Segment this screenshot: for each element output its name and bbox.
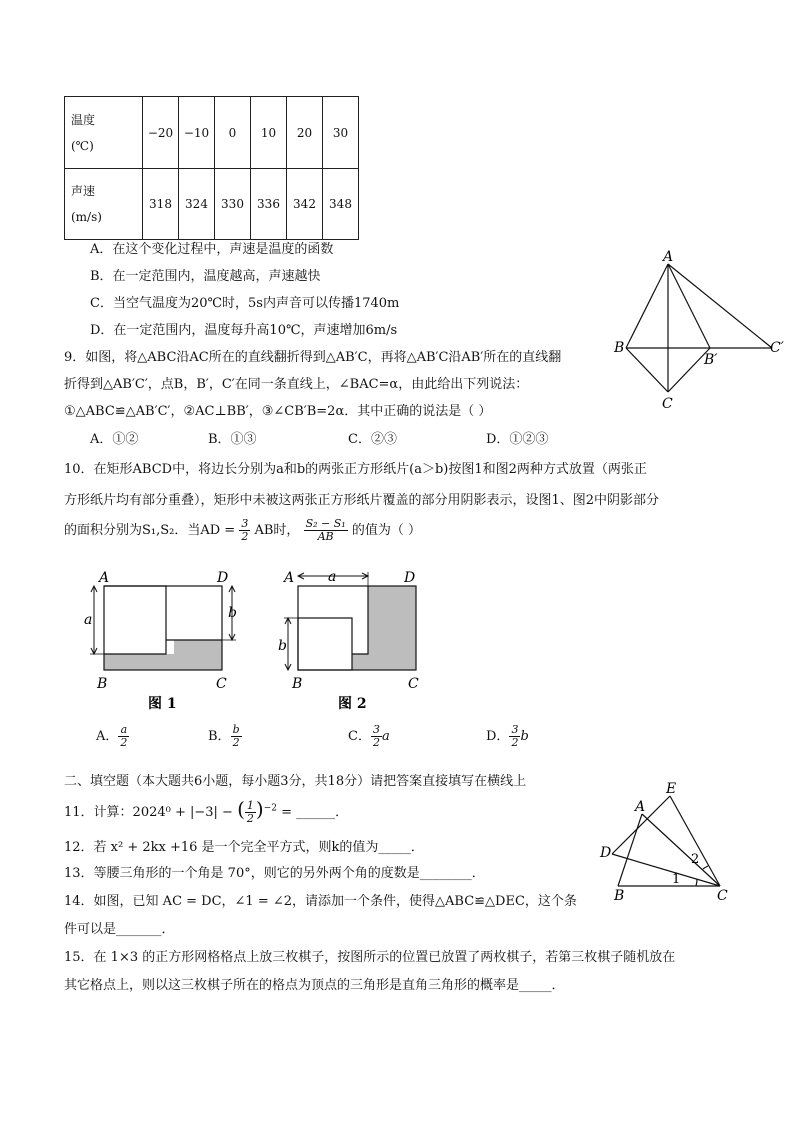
table-cell: −10 — [179, 97, 215, 169]
fraction: $\frac{3}{2}$ — [241, 517, 249, 543]
label-side-b: b — [228, 605, 237, 621]
table-cell: 318 — [143, 169, 179, 240]
q8-option-b: B．在一定范围内，温度越高，声速越快 — [90, 269, 321, 284]
temperature-speed-table — [64, 96, 359, 240]
label-b: B — [614, 340, 625, 356]
angle-2-label: 2 — [691, 852, 700, 867]
label-c: C — [408, 676, 419, 692]
q9-option-a: A．①② — [90, 432, 139, 447]
label-side-b: b — [278, 638, 287, 654]
label-d: D — [217, 570, 229, 586]
label-b: B — [292, 676, 303, 692]
q10-stem-line1: 10．在矩形ABCD中，将边长分别为a和b的两张正方形纸片(a＞b)按图1和图2两种方式放置（两张正 — [64, 462, 647, 477]
q9-figure — [610, 250, 790, 415]
q9-option-c: C．②③ — [348, 432, 397, 447]
table-cell: 336 — [251, 169, 287, 240]
table-cell: 20 — [287, 97, 323, 169]
table-header-speed: 声速 (m/s) — [65, 169, 143, 240]
table-cell: 348 — [323, 169, 359, 240]
q9-option-d: D．①②③ — [486, 432, 549, 447]
q13-stem: 13．等腰三角形的一个角是 70°，则它的另外两个角的度数是________． — [64, 866, 485, 881]
label-d: D — [600, 845, 612, 861]
label-a: A — [99, 570, 110, 586]
table-row — [65, 169, 359, 240]
q8-option-c: C．当空气温度为20℃时，5s内声音可以传播1740m — [90, 296, 400, 311]
q10-figure-1 — [82, 566, 242, 712]
section-2-heading: 二、填空题（本大题共6小题，每小题3分，共18分）请把答案直接填写在横线上 — [64, 774, 527, 789]
label-e: E — [666, 781, 677, 797]
label-b: B — [97, 676, 108, 692]
label-b: B — [614, 888, 625, 904]
label-side-a: a — [84, 612, 93, 628]
q9-stem-line3: ①△ABC≌△AB′C′，②AC⊥BB′，③∠CB′B=2α．其中正确的说法是（ ） — [64, 404, 492, 419]
table-cell: 30 — [323, 97, 359, 169]
table-row — [65, 97, 359, 169]
q10-stem-line2: 方形纸片均有部分重叠），矩形中未被这两张正方形纸片覆盖的部分用阴影表示，设图1、图2中阴影部分 — [64, 493, 660, 508]
q14-stem-line2: 件可以是_______． — [64, 922, 175, 937]
q10-option-c: C． $\frac{3}{2}$ a — [348, 723, 390, 749]
angle-1-label: 1 — [672, 872, 681, 887]
label-d: D — [404, 570, 416, 586]
q10-stem-line3: 的面积分别为S₁,S₂．当AD = $\frac{3}{2}$ AB时， $\frac{\text{S₂ − S₁}}{AB}$ 的值为（ ） — [64, 517, 421, 543]
q9-stem-line2: 折得到△AB′C′，点B，B′，C′在同一条直线上，∠BAC=α，由此给出下列说法： — [64, 377, 529, 392]
q15-stem-line1: 15．在 1×3 的正方形网格格点上放三枚棋子，按图所示的位置已放置了两枚棋子，若第三枚棋子随机放在 — [64, 950, 676, 965]
q10-figure-2 — [278, 566, 438, 712]
q12-stem: 12．若 x² + 2kx +16 是一个完全平方式，则k的值为_____． — [64, 840, 424, 855]
q9-option-b: B．①③ — [208, 432, 257, 447]
q14-stem-line1: 14．如图，已知 AC = DC，∠1 = ∠2，请添加一个条件，使得△ABC≌△DEC，这个条 — [64, 894, 577, 909]
q10-option-a: A． $\frac{a}{2}$ — [96, 723, 128, 749]
q8-option-a: A．在这个变化过程中，声速是温度的函数 — [90, 242, 334, 257]
table-cell: 342 — [287, 169, 323, 240]
label-c: C — [216, 676, 227, 692]
label-side-a: a — [328, 569, 337, 585]
figure-1-caption: 图 1 — [148, 696, 177, 712]
table-cell: 330 — [215, 169, 251, 240]
label-a: A — [663, 250, 674, 265]
label-c-prime: C′ — [770, 340, 784, 356]
figure-2-caption: 图 2 — [338, 696, 367, 712]
table-cell: 10 — [251, 97, 287, 169]
table-cell: 324 — [179, 169, 215, 240]
q14-figure — [596, 780, 746, 905]
fraction: $\frac{\text{S₂ − S₁}}{AB}$ — [305, 517, 346, 543]
label-a: A — [635, 799, 646, 815]
q8-option-d: D．在一定范围内，温度每升高10℃，声速增加6m/s — [90, 323, 398, 338]
q10-option-d: D． $\frac{3}{2}$ b — [486, 723, 529, 749]
label-c: C — [717, 888, 728, 904]
q11-stem: 11．计算：2024⁰ + |−3| − ( $\frac{1}{2}$ )$^{-2}$ = ______． — [64, 797, 349, 825]
table-cell: −20 — [143, 97, 179, 169]
q15-stem-line2: 其它格点上，则以这三枚棋子所在的格点为顶点的三角形是直角三角形的概率是_____． — [64, 978, 565, 993]
label-c: C — [662, 396, 673, 412]
table-cell: 0 — [215, 97, 251, 169]
table-header-temperature: 温度 (℃) — [65, 97, 143, 169]
label-b-prime: B′ — [704, 352, 718, 368]
label-a: A — [284, 570, 295, 586]
q9-stem-line1: 9．如图，将△ABC沿AC所在的直线翻折得到△AB′C，再将△AB′C沿AB′所在的直线翻 — [64, 350, 562, 365]
q10-option-b: B． $\frac{b}{2}$ — [208, 723, 240, 749]
